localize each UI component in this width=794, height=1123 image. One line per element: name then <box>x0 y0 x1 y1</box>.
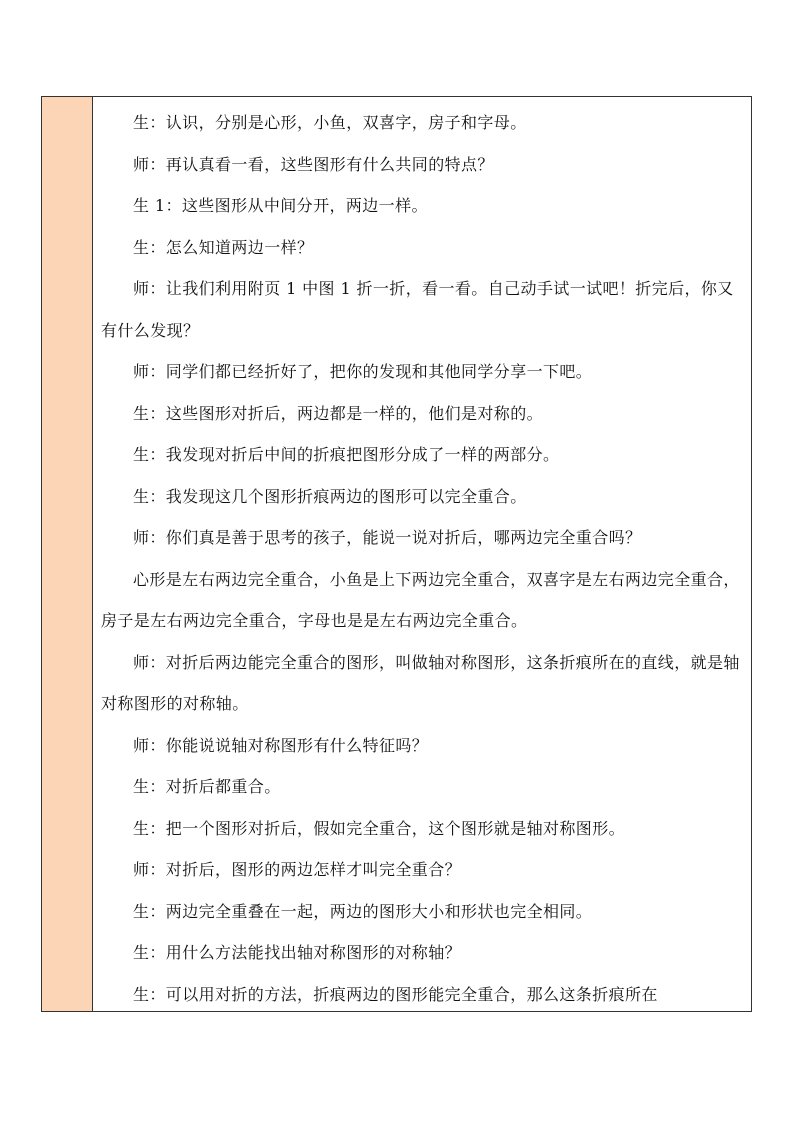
lesson-table <box>41 96 752 1012</box>
dialogue-paragraph: 生：用什么方法能找出轴对称图形的对称轴？ <box>133 943 462 962</box>
dialogue-paragraph: 师：让我们利用附页 1 中图 1 折一折，看一看。自己动手试一试吧！折完后，你又有什么发现？ <box>101 279 734 340</box>
lesson-dialogue-cell <box>93 97 751 1011</box>
dialogue-paragraph: 生：对折后都重合。 <box>133 777 281 796</box>
dialogue-paragraph: 师：对折后，图形的两边怎样才叫完全重合？ <box>133 860 462 879</box>
dialogue-paragraph: 生：认识，分别是心形，小鱼，双喜字，房子和字母。 <box>133 113 527 132</box>
dialogue-paragraph: 师：你能说说轴对称图形有什么特征吗？ <box>133 735 429 755</box>
dialogue-paragraph: 师：同学们都已经折好了，把你的发现和其他同学分享一下吧。 <box>133 362 593 381</box>
shaded-side-column <box>42 97 93 1011</box>
dialogue-paragraph: 生：可以用对折的方法，折痕两边的图形能完全重合，那么这条折痕所在 <box>133 984 658 1004</box>
dialogue-paragraph: 生：把一个图形对折后，假如完全重合，这个图形就是轴对称图形。 <box>133 818 626 838</box>
dialogue-paragraph: 生：我发现对折后中间的折痕把图形分成了一样的两部分。 <box>133 445 560 464</box>
dialogue-paragraph: 生：我发现这几个图形折痕两边的图形可以完全重合。 <box>133 486 527 506</box>
dialogue-paragraph: 生：这些图形对折后，两边都是一样的，他们是对称的。 <box>133 403 544 423</box>
dialogue-paragraph: 师：再认真看一看，这些图形有什么共同的特点？ <box>133 154 494 174</box>
dialogue-paragraph: 生 1：这些图形从中间分开，两边一样。 <box>133 196 428 215</box>
dialogue-paragraph: 心形是左右两边完全重合，小鱼是上下两边完全重合，双喜字是左右两边完全重合，房子是左右两边完全重合，字母也是是左右两边完全重合。 <box>101 569 740 630</box>
dialogue-paragraph: 师：你们真是善于思考的孩子，能说一说对折后，哪两边完全重合吗？ <box>133 528 642 547</box>
dialogue-paragraph: 生：怎么知道两边一样？ <box>133 237 314 257</box>
dialogue-paragraph: 师：对折后两边能完全重合的图形，叫做轴对称图形，这条折痕所在的直线，就是轴对称图形的对称轴。 <box>101 652 740 713</box>
dialogue-paragraph: 生：两边完全重叠在一起，两边的图形大小和形状也完全相同。 <box>133 901 593 921</box>
